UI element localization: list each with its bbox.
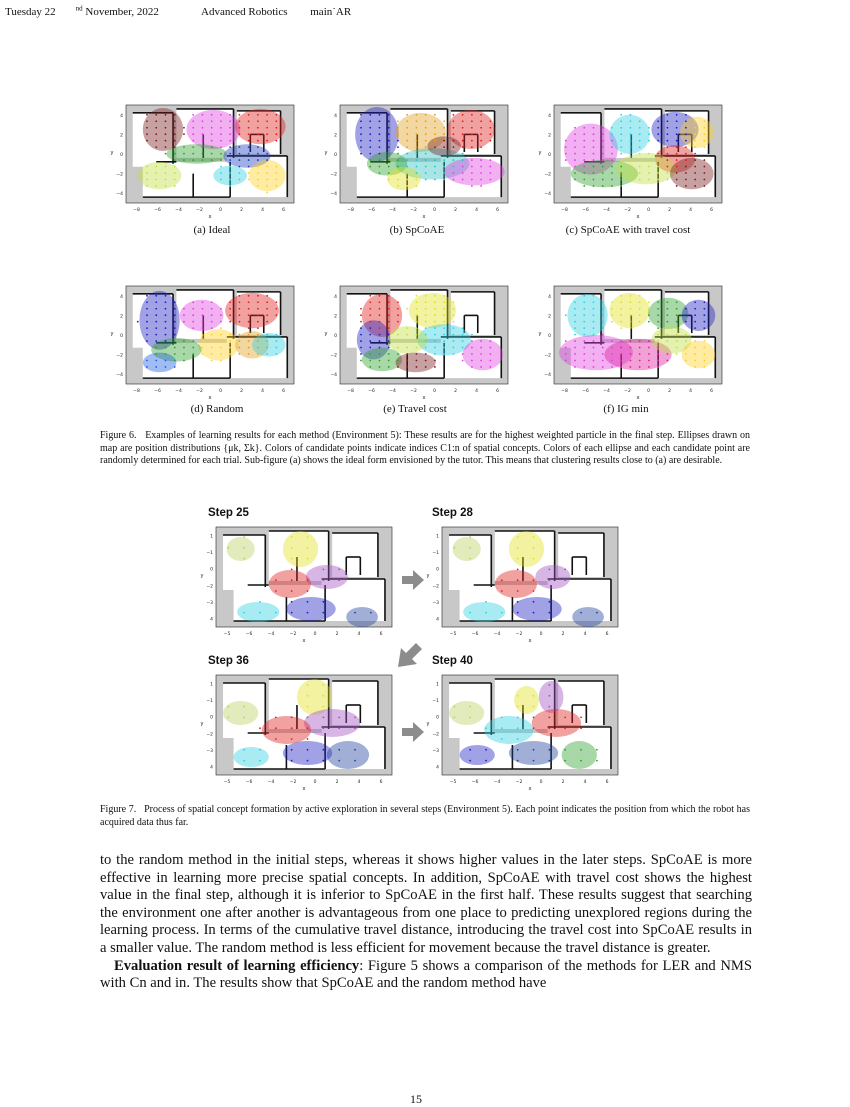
x-tick-label: 2 xyxy=(668,208,671,213)
x-axis-label: x xyxy=(636,214,640,220)
figure-7-label: Figure 7. xyxy=(100,804,137,815)
x-tick-label: 2 xyxy=(335,632,339,637)
y-tick-label: −2 xyxy=(432,732,439,738)
y-tick-label: −2 xyxy=(330,172,337,178)
x-tick-label: −5 xyxy=(223,780,231,785)
map-ideal xyxy=(108,100,298,225)
y-tick-label: 4 xyxy=(334,113,337,119)
x-tick-label: −2 xyxy=(410,208,417,213)
x-tick-label: −6 xyxy=(368,208,375,213)
map-step-40 xyxy=(424,670,622,797)
y-tick-label: 0 xyxy=(120,334,123,339)
y-tick-label: 2 xyxy=(120,314,123,320)
subfigure-caption-e: (e) Travel cost xyxy=(383,403,447,415)
x-tick-label: 6 xyxy=(282,389,285,394)
x-tick-label: 0 xyxy=(313,780,317,785)
map-step-36 xyxy=(198,670,396,797)
x-tick-label: −5 xyxy=(449,632,457,637)
x-tick-label: −8 xyxy=(561,389,568,394)
x-tick-label: 2 xyxy=(561,780,565,785)
x-tick-label: 4 xyxy=(261,208,264,213)
x-tick-label: 0 xyxy=(219,208,222,213)
y-tick-label: −1 xyxy=(206,699,213,704)
x-tick-label: 2 xyxy=(240,389,243,394)
y-tick-label: 1 xyxy=(210,534,213,540)
y-tick-label: −4 xyxy=(330,192,337,198)
step-label-40: Step 40 xyxy=(432,655,473,667)
x-tick-label: 4 xyxy=(583,780,587,785)
subfigure-caption-c: (c) SpCoAE with travel cost xyxy=(565,224,691,236)
y-tick-label: 4 xyxy=(436,765,439,771)
step-label-25: Step 25 xyxy=(208,507,249,519)
subfigure-caption-b: (b) SpCoAE xyxy=(389,224,445,236)
x-tick-label: −6 xyxy=(582,208,589,213)
y-tick-label: 4 xyxy=(548,294,551,300)
y-tick-label: −2 xyxy=(544,172,551,178)
y-axis-label: y xyxy=(200,721,204,727)
y-tick-label: −4 xyxy=(116,192,123,198)
x-tick-label: 6 xyxy=(379,632,383,637)
y-tick-label: −3 xyxy=(432,601,439,606)
x-tick-label: −6 xyxy=(154,389,161,394)
y-tick-label: −2 xyxy=(330,353,337,359)
y-tick-label: −3 xyxy=(432,749,439,754)
y-tick-label: 2 xyxy=(548,133,551,139)
x-tick-label: −4 xyxy=(175,389,182,394)
y-tick-label: 1 xyxy=(436,682,439,688)
y-tick-label: −2 xyxy=(432,584,439,590)
x-tick-label: −8 xyxy=(561,208,568,213)
x-tick-label: −8 xyxy=(133,208,140,213)
x-tick-label: −2 xyxy=(624,208,631,213)
x-tick-label: 6 xyxy=(605,780,609,785)
map-travel-cost xyxy=(322,281,512,406)
x-tick-label: 4 xyxy=(475,208,478,213)
y-tick-label: −3 xyxy=(206,601,213,606)
x-tick-label: 4 xyxy=(357,632,361,637)
y-axis-label: y xyxy=(110,150,114,156)
y-tick-label: −1 xyxy=(432,699,439,704)
arrow-right-icon xyxy=(402,722,424,742)
x-tick-label: −4 xyxy=(389,389,396,394)
paragraph-heading: Evaluation result of learning efficiency xyxy=(114,957,360,974)
y-tick-label: −1 xyxy=(206,551,213,556)
x-tick-label: −6 xyxy=(368,389,375,394)
header-journal: Advanced Robotics xyxy=(201,5,288,18)
x-tick-label: 6 xyxy=(710,389,713,394)
y-tick-label: 4 xyxy=(334,294,337,300)
map-ig-min xyxy=(536,281,726,406)
y-tick-label: 4 xyxy=(120,113,123,119)
y-tick-label: 0 xyxy=(436,715,439,721)
y-axis-label: y xyxy=(324,150,328,156)
y-axis-label: y xyxy=(538,331,542,337)
x-axis-label: x xyxy=(422,395,426,401)
x-tick-label: −2 xyxy=(515,780,523,785)
y-tick-label: −4 xyxy=(116,373,123,379)
figure-7-text: Process of spatial concept formation by active exploration in several steps (Environment 5). Each point indicates the position from which the robot has acquired data thus far. xyxy=(100,804,751,828)
x-tick-label: −2 xyxy=(196,389,203,394)
y-tick-label: 1 xyxy=(436,534,439,540)
page-number: 15 xyxy=(410,1092,422,1106)
y-tick-label: −3 xyxy=(206,749,213,754)
y-axis-label: y xyxy=(426,573,430,579)
y-axis-label: y xyxy=(538,150,542,156)
y-tick-label: 2 xyxy=(120,133,123,139)
figure-7-caption xyxy=(100,804,750,829)
x-axis-label: x xyxy=(302,638,306,644)
x-tick-label: −4 xyxy=(389,208,396,213)
x-tick-label: −6 xyxy=(245,632,253,637)
y-tick-label: 2 xyxy=(334,314,337,320)
x-tick-label: −2 xyxy=(289,780,297,785)
x-axis-label: x xyxy=(528,786,532,792)
x-tick-label: −8 xyxy=(347,389,354,394)
x-tick-label: 4 xyxy=(475,389,478,394)
y-tick-label: −1 xyxy=(432,551,439,556)
x-tick-label: −4 xyxy=(603,389,610,394)
header-file: main˙AR xyxy=(310,5,352,18)
y-tick-label: 1 xyxy=(210,682,213,688)
y-axis-label: y xyxy=(324,331,328,337)
y-tick-label: −2 xyxy=(116,172,123,178)
y-tick-label: −4 xyxy=(544,373,551,379)
x-tick-label: 0 xyxy=(647,208,650,213)
x-tick-label: 6 xyxy=(496,389,499,394)
x-tick-label: 4 xyxy=(261,389,264,394)
x-tick-label: −2 xyxy=(624,389,631,394)
x-tick-label: 2 xyxy=(335,780,339,785)
x-tick-label: 4 xyxy=(689,389,692,394)
x-tick-label: −8 xyxy=(133,389,140,394)
x-tick-label: 0 xyxy=(647,389,650,394)
x-axis-label: x xyxy=(636,395,640,401)
x-tick-label: 4 xyxy=(583,632,587,637)
x-tick-label: −6 xyxy=(471,632,479,637)
map-spcoae-travel-cost xyxy=(536,100,726,225)
y-tick-label: −2 xyxy=(116,353,123,359)
x-tick-label: −6 xyxy=(245,780,253,785)
x-tick-label: 0 xyxy=(539,632,543,637)
y-tick-label: 4 xyxy=(210,765,213,771)
y-tick-label: 0 xyxy=(334,153,337,158)
y-tick-label: 0 xyxy=(120,153,123,158)
y-tick-label: 2 xyxy=(548,314,551,320)
x-tick-label: 2 xyxy=(240,208,243,213)
x-tick-label: 6 xyxy=(496,208,499,213)
x-tick-label: 6 xyxy=(605,632,609,637)
x-tick-label: −4 xyxy=(175,208,182,213)
y-tick-label: 0 xyxy=(436,567,439,573)
y-tick-label: 0 xyxy=(334,334,337,339)
x-tick-label: −2 xyxy=(515,632,523,637)
arrow-down-left-icon xyxy=(398,643,422,667)
y-tick-label: 0 xyxy=(548,334,551,339)
y-tick-label: 4 xyxy=(210,617,213,623)
y-tick-label: −4 xyxy=(544,192,551,198)
x-tick-label: 2 xyxy=(454,208,457,213)
map-random xyxy=(108,281,298,406)
x-tick-label: −5 xyxy=(223,632,231,637)
x-tick-label: −6 xyxy=(471,780,479,785)
y-tick-label: 0 xyxy=(210,567,213,573)
paragraph: to the random method in the initial steps, whereas it shows higher values in the later steps. SpCoAE is more effective in learning more precise spatial concepts. In addition, SpCoAE with travel cost shows the highest value in the final step, although it is inferior to SpCoAE in the first half. These results suggest that searching the environment one after another is advantageous from one place to predicting unexplored regions during the learning process. In terms of the cumulative travel distance, introducing the travel cost into SpCoAE results in a smaller value. The random method is less efficient for movement because the travel distance is greater. xyxy=(100,852,752,956)
x-tick-label: −2 xyxy=(196,208,203,213)
map-step-28 xyxy=(424,522,622,649)
x-tick-label: −8 xyxy=(347,208,354,213)
body-text xyxy=(100,852,752,993)
x-tick-label: 0 xyxy=(219,389,222,394)
y-tick-label: −2 xyxy=(206,732,213,738)
x-tick-label: −4 xyxy=(493,632,501,637)
x-axis-label: x xyxy=(422,214,426,220)
subfigure-caption-f: (f) IG min xyxy=(603,403,649,415)
arrow-right-icon xyxy=(402,570,424,590)
x-tick-label: 4 xyxy=(357,780,361,785)
x-tick-label: 2 xyxy=(561,632,565,637)
x-tick-label: −4 xyxy=(603,208,610,213)
x-tick-label: 6 xyxy=(282,208,285,213)
y-tick-label: 4 xyxy=(548,113,551,119)
x-axis-label: x xyxy=(302,786,306,792)
y-tick-label: 2 xyxy=(334,133,337,139)
figure-6-label: Figure 6. xyxy=(100,430,137,441)
x-axis-label: x xyxy=(528,638,532,644)
y-axis-label: y xyxy=(110,331,114,337)
figure-6-caption xyxy=(100,430,750,468)
x-tick-label: −4 xyxy=(267,780,275,785)
y-tick-label: −4 xyxy=(330,373,337,379)
y-tick-label: −2 xyxy=(544,353,551,359)
paragraph-text: : Figure 5 shows a comparison of the methods for LER and NMS with Cn and in. The results show that SpCoAE and the random method have xyxy=(100,957,752,992)
x-tick-label: −6 xyxy=(154,208,161,213)
map-spcoae xyxy=(322,100,512,225)
x-axis-label: x xyxy=(208,395,212,401)
x-tick-label: −5 xyxy=(449,780,457,785)
y-tick-label: 0 xyxy=(548,153,551,158)
map-step-25 xyxy=(198,522,396,649)
x-tick-label: −2 xyxy=(410,389,417,394)
x-tick-label: −4 xyxy=(267,632,275,637)
x-tick-label: 0 xyxy=(433,389,436,394)
y-tick-label: 0 xyxy=(210,715,213,721)
figure-6-text: Examples of learning results for each method (Environment 5): These results are for the highest weighted particle in the final step. Ellipses drawn on map are position distributions {μk, Σk}. Colors of candidate points indicate indices C1:n of spatial concepts. Colors of each ellipse and each candidate point are randomly determined for each trial. Sub-figure (a) shows the ideal form envisioned by the tutor. This means that clustering results close to (a) are desirable. xyxy=(100,430,751,466)
x-tick-label: 0 xyxy=(433,208,436,213)
x-tick-label: 6 xyxy=(379,780,383,785)
header-date: Tuesday 22 $^{nd}$ November, 2022 xyxy=(5,4,159,18)
y-axis-label: y xyxy=(426,721,430,727)
x-tick-label: 0 xyxy=(313,632,317,637)
y-axis-label: y xyxy=(200,573,204,579)
step-label-28: Step 28 xyxy=(432,507,473,519)
x-tick-label: −6 xyxy=(582,389,589,394)
x-tick-label: −4 xyxy=(493,780,501,785)
paragraph xyxy=(100,958,752,993)
running-header xyxy=(5,4,371,18)
subfigure-caption-a: (a) Ideal xyxy=(193,224,231,236)
y-tick-label: 4 xyxy=(120,294,123,300)
x-tick-label: 0 xyxy=(539,780,543,785)
x-axis-label: x xyxy=(208,214,212,220)
x-tick-label: 6 xyxy=(710,208,713,213)
step-label-36: Step 36 xyxy=(208,655,249,667)
subfigure-caption-d: (d) Random xyxy=(190,403,244,415)
x-tick-label: −2 xyxy=(289,632,297,637)
x-tick-label: 2 xyxy=(454,389,457,394)
y-tick-label: −2 xyxy=(206,584,213,590)
x-tick-label: 2 xyxy=(668,389,671,394)
y-tick-label: 4 xyxy=(436,617,439,623)
x-tick-label: 4 xyxy=(689,208,692,213)
